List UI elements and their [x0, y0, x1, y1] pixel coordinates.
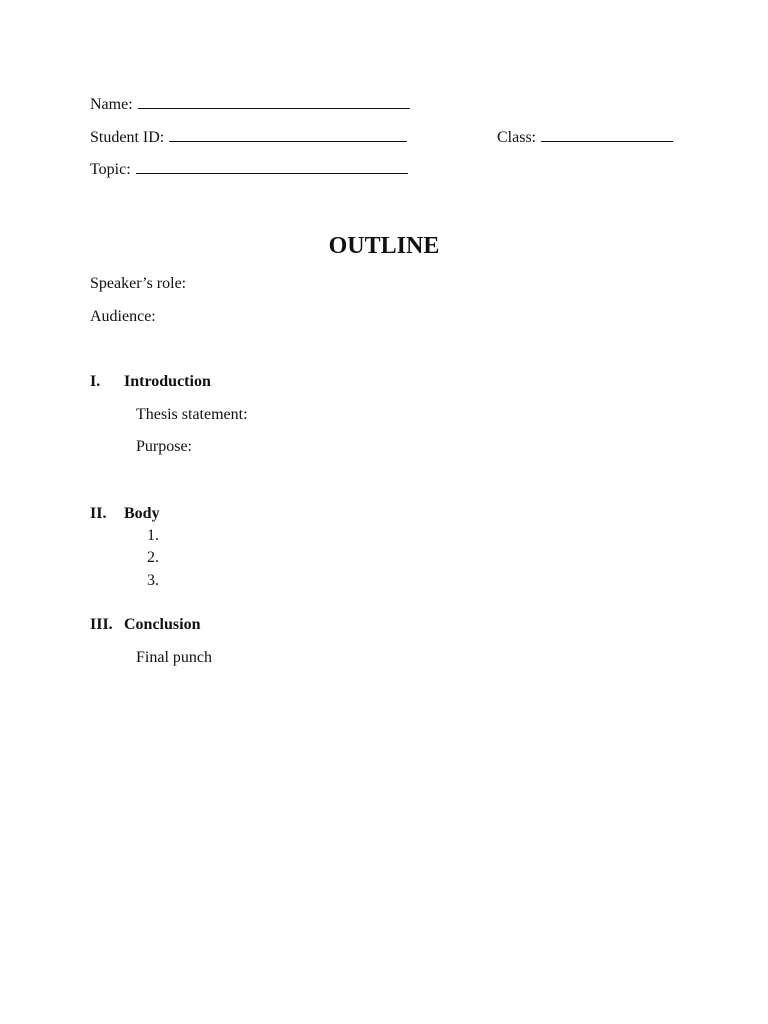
student-id-label: Student ID:: [90, 129, 165, 146]
speaker-role-label: Speaker’s role:: [90, 275, 187, 292]
class-blank-line[interactable]: [541, 127, 673, 142]
section-introduction-heading: [90, 372, 211, 392]
section-heading: Conclusion: [124, 616, 201, 633]
topic-label: Topic:: [90, 161, 131, 178]
section-heading: Introduction: [124, 373, 211, 390]
name-label: Name:: [90, 96, 133, 113]
topic-field[interactable]: [90, 159, 408, 180]
class-field[interactable]: [497, 127, 673, 148]
body-list-item: 3.: [147, 572, 159, 589]
student-id-blank-line[interactable]: [169, 127, 407, 142]
thesis-statement-label: Thesis statement:: [136, 406, 248, 423]
section-numeral: I.: [90, 373, 101, 390]
section-conclusion-heading: [90, 615, 200, 635]
section-body-heading: [90, 504, 160, 524]
class-label: Class:: [497, 129, 537, 146]
body-list-item: 1.: [147, 527, 159, 544]
page-title: OUTLINE: [328, 233, 440, 259]
audience-label: Audience:: [90, 308, 156, 325]
section-numeral: III.: [90, 616, 113, 633]
final-punch-label: Final punch: [136, 649, 212, 666]
topic-blank-line[interactable]: [136, 159, 408, 174]
section-heading: Body: [124, 505, 160, 522]
name-field[interactable]: [90, 94, 410, 115]
purpose-label: Purpose:: [136, 438, 192, 455]
body-list-item: 2.: [147, 549, 159, 566]
name-blank-line[interactable]: [138, 94, 410, 109]
student-id-field[interactable]: [90, 127, 407, 148]
section-numeral: II.: [90, 505, 107, 522]
